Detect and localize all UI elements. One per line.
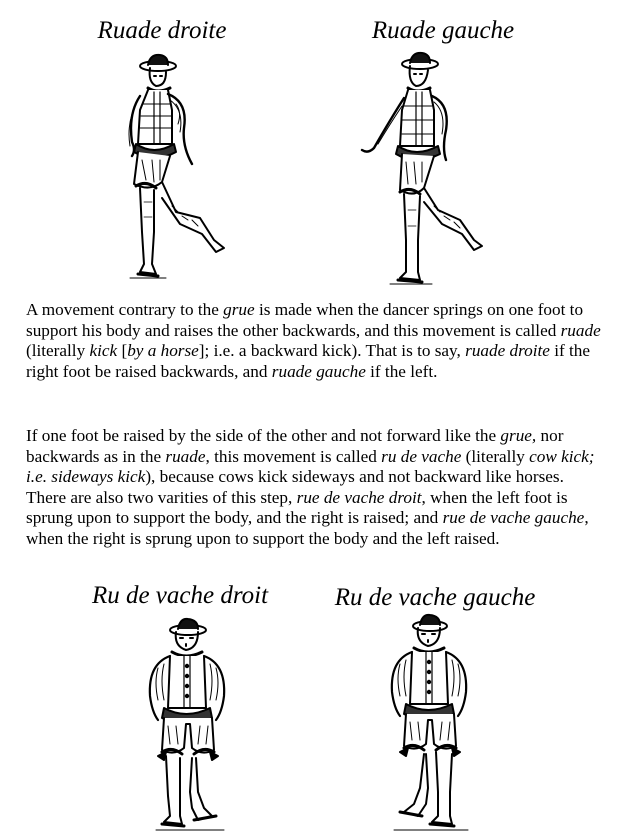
p1-text: if the right foot be raised backwards, and: [26, 341, 591, 381]
p1-text: ]; i.e. a backward kick). That is to say,: [198, 341, 466, 360]
p2-term-rue-de-vache-droit: rue de vache droit: [296, 487, 422, 507]
caption-ru-de-vache-droit: Ru de vache droit: [91, 582, 269, 609]
paragraph-ruade: [26, 300, 606, 382]
dancer-ru-de-vache-gauche-illustration: [370, 612, 490, 834]
caption-ruade-droite: Ruade droite: [97, 17, 227, 44]
p1-text: A movement contrary to the: [26, 300, 224, 319]
p2-text: , when the left foot is sprung upon to support the body, and the right is raised; and: [26, 487, 568, 527]
p2-term-cow-kick: cow kick; i.e. sideways kick: [26, 446, 595, 486]
p1-term-ruade-droite: ruade droite: [465, 341, 550, 360]
p1-text: (literally: [26, 341, 90, 360]
p2-term-grue: grue,: [500, 426, 537, 445]
p1-text: is made when the dancer springs on one foot to support his body and raises the other backwards, and this movement is called: [26, 300, 584, 340]
p2-text: (literally: [461, 446, 530, 466]
p2-term-ruade: ruade: [165, 446, 206, 466]
p1-term-ruade: ruade: [560, 320, 601, 340]
dancer-ruade-droite-illustration: [110, 52, 240, 288]
p2-text: , when the right is sprung upon to support the body and the left raised.: [26, 508, 589, 548]
p2-text: , this movement is called: [205, 446, 382, 466]
p2-term-rue-de-vache-gauche: rue de vache gauche: [442, 508, 585, 527]
p1-term-ruade-gauche: ruade gauche: [271, 361, 366, 381]
p2-term-ru-de-vache: ru de vache: [381, 446, 462, 466]
dancer-ru-de-vache-droit-illustration: [128, 616, 248, 834]
p1-text: [: [117, 341, 128, 360]
p2-text: If one foot be raised by the side of the other and not forward like the: [26, 426, 501, 445]
p1-text: if the left.: [365, 361, 438, 381]
p1-term-by-a-horse: by a horse: [127, 341, 199, 360]
p1-term-grue: grue: [223, 300, 255, 319]
p1-term-kick: kick: [89, 341, 118, 360]
paragraph-ru-de-vache: [26, 426, 606, 549]
dancer-ruade-gauche-illustration: [360, 50, 490, 290]
p2-text: ), because cows kick sideways and not backward like horses. There are also two varities of this step,: [26, 467, 564, 507]
p2-text: nor backwards as in the: [26, 426, 564, 466]
caption-ruade-gauche: Ruade gauche: [371, 17, 515, 44]
caption-ru-de-vache-gauche: Ru de vache gauche: [334, 584, 536, 611]
